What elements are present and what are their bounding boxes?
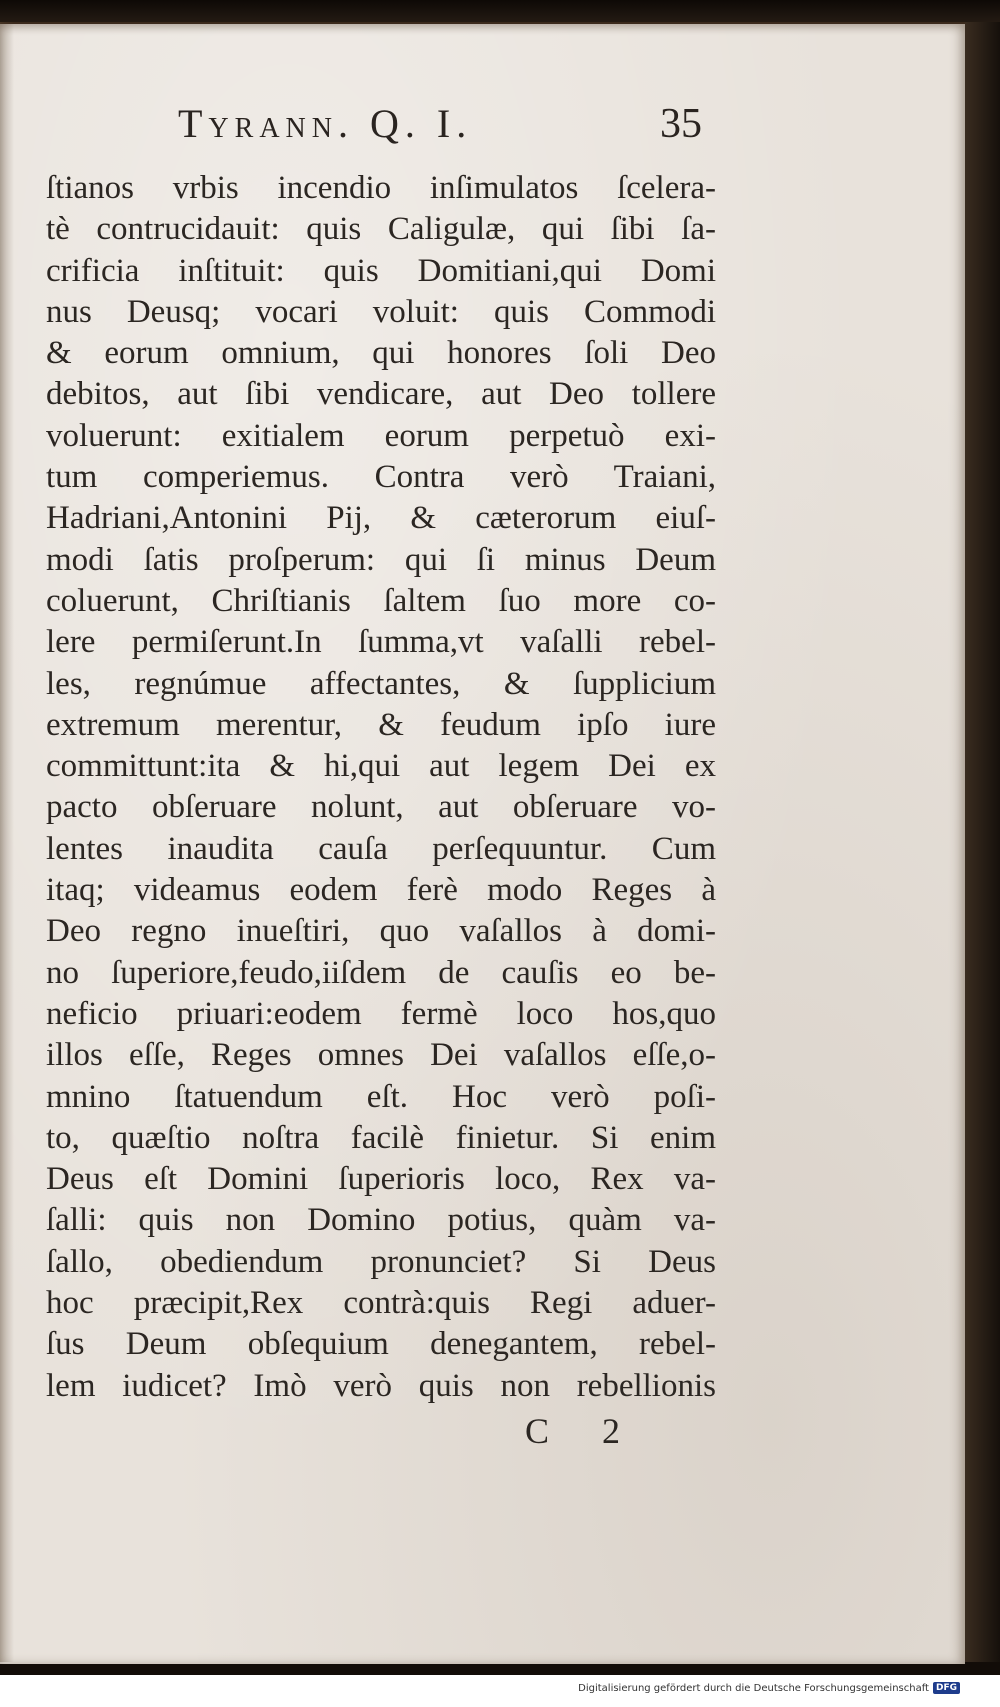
text-line: hoc præcipit,Rex contrà:quis Regi aduer- [46,1285,716,1322]
text-line: no ſuperiore,feudo,iiſdem de cauſis eo be- [46,954,716,991]
text-line: lere permiſerunt.In ſumma,vt vaſalli rebel- [46,624,716,661]
text-line: Hadriani,Antonini Pij, & cæterorum eiuſ- [46,500,716,537]
body-text [46,168,716,1407]
page-number: 35 [660,101,702,147]
running-head: Tyrann. Q. I. [178,101,473,146]
text-line: itaq; videamus eodem ferè modo Reges à [46,872,716,909]
text-line: coluerunt, Chriſtianis ſaltem ſuo more co- [46,582,716,619]
text-line: crificia inſtituit: quis Domitiani,qui Domi [46,252,716,289]
text-line: to, quæſtio noſtra facilè finietur. Si enim [46,1119,716,1156]
text-line: ſalli: quis non Domino potius, quàm va- [46,1202,716,1239]
text-line: nus Deusq; vocari voluit: quis Commodi [46,293,716,330]
footer-credit [578,1682,960,1694]
text-line: mnino ſtatuendum eſt. Hoc verò poſi- [46,1078,716,1115]
text-line: tum comperiemus. Contra verò Traiani, [46,459,716,496]
footer-credit-text: Digitalisierung gefördert durch die Deutsche Forschungsgemeinschaft [578,1682,929,1694]
text-line: les, regnúmue affectantes, & ſupplicium [46,665,716,702]
text-line: ſallo, obediendum pronunciet? Si Deus [46,1243,716,1280]
text-line: neficio priuari:eodem fermè loco hos,quo [46,995,716,1032]
text-line: ſtianos vrbis incendio inſimulatos ſcelera- [46,170,716,206]
text-line: ſus Deum obſequium denegantem, rebel- [46,1326,716,1363]
text-line: & eorum omnium, qui honores ſoli Deo [46,335,716,372]
page-gutter-shadow [0,22,14,1662]
text-line: lem iudicet? Imò verò quis non rebellionis [46,1367,716,1404]
page-header [0,100,1000,160]
text-line: tè contrucidauit: quis Caligulæ, qui ſibi ſa- [46,211,716,248]
text-line: pacto obſeruare nolunt, aut obſeruare vo- [46,789,716,826]
text-line: lentes inaudita cauſa perſequuntur. Cum [46,830,716,867]
dfg-logo-icon: DFG [933,1682,960,1694]
text-line: debitos, aut ſibi vendicare, aut Deo tollere [46,376,716,413]
text-line: Deus eſt Domini ſuperioris loco, Rex va- [46,1161,716,1198]
text-line: extremum merentur, & feudum ipſo iure [46,706,716,743]
text-line: illos eſſe, Reges omnes Dei vaſallos eſſe,o- [46,1037,716,1074]
text-line: modi ſatis proſperum: qui ſi minus Deum [46,541,716,578]
signature-mark: C 2 [525,1411,643,1451]
text-line: voluerunt: exitialem eorum perpetuò exi- [46,417,716,454]
scan-right-edge [965,22,1000,1662]
text-line: committunt:ita & hi,qui aut legem Dei ex [46,748,716,785]
text-line: Deo regno inueſtiri, quo vaſallos à domi- [46,913,716,950]
